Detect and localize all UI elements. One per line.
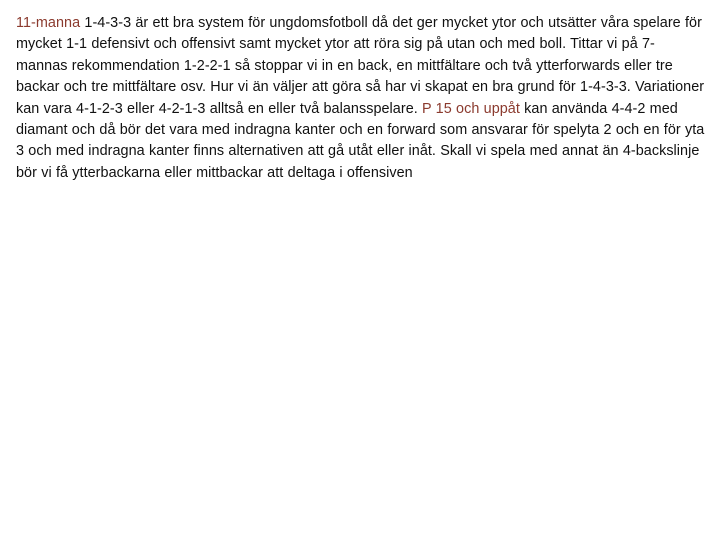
highlight-p15-och-uppat: P 15 och uppåt bbox=[422, 100, 520, 117]
highlight-11-manna: 11-manna bbox=[16, 15, 81, 31]
paragraph-text-part-1: 1-4-3-3 är ett bra system för ungdomsfotboll då det ger mycket ytor och utsätter våra spelare för mycket 1-1 defensivt och offensivt samt mycket ytor att röra sig på utan och med boll. Tittar vi på 7-mannas rekommendation 1-2-2-1 så stoppar vi in en back, en mittfältare och två ytterforwards eller tre backar och tre mittfältare osv. Hur vi än väljer att göra så har vi skapat en bra grund för 1-4-3-3. Variationer kan vara 4-1-2-3 eller 4-2-1-3 alltså en eller två balansspelare. bbox=[16, 15, 705, 117]
paragraph-text-part-2: kan använda 4-4-2 med diamant och då bör det vara med indragna kanter och en forward som ansvarar för spelyta 2 och en för yta 3 och med indragna kanter finns alternativen att gå utåt eller inåt. Skall vi spela med annat än 4-backslinje bör vi få ytterbackarna eller mittbackar att deltaga i offensiven bbox=[16, 100, 705, 181]
body-paragraph bbox=[16, 13, 706, 184]
